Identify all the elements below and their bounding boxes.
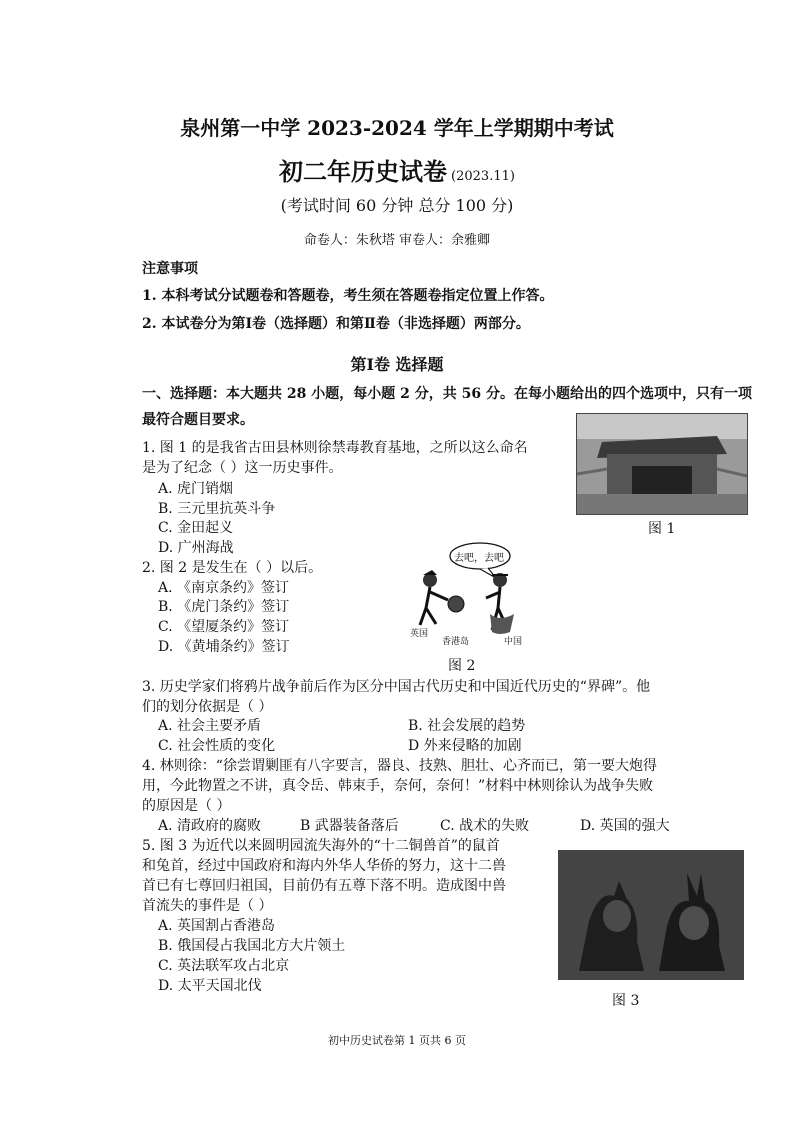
q5-stem-line-2: 和兔首，经过中国政府和海内外华人华侨的努力，这十二兽 bbox=[142, 858, 506, 874]
notes-item-2: 2. 本试卷分为第Ⅰ卷（选择题）和第Ⅱ卷（非选择题）两部分。 bbox=[142, 316, 530, 332]
bronze-heads-photo bbox=[559, 851, 743, 979]
figure-1-caption: 图 1 bbox=[648, 521, 676, 537]
q3-option-a: A. 社会主要矛盾 bbox=[158, 718, 262, 734]
q2-option-b: B. 《虎门条约》签订 bbox=[158, 599, 290, 615]
q5-option-a: A. 英国割占香港岛 bbox=[158, 918, 276, 934]
q1-option-c: C. 金田起义 bbox=[158, 520, 234, 536]
section-title: 第Ⅰ卷 选择题 bbox=[350, 355, 444, 374]
exam-info: (考试时间 60 分钟 总分 100 分) bbox=[280, 196, 514, 215]
q4-option-a: A. 清政府的腐败 bbox=[158, 818, 262, 834]
paper-title-text: 初二年历史试卷 bbox=[279, 157, 448, 186]
q4-option-b: B 武器装备落后 bbox=[300, 818, 399, 834]
q1-stem-line-1: 1. 图 1 的是我省古田县林则徐禁毒教育基地，之所以这么命名 bbox=[142, 440, 528, 456]
figure-1-image bbox=[576, 413, 748, 515]
q4-stem-line-2: 用，今此物置之不讲，真令岳、韩束手，奈何，奈何！”材料中林则徐认为战争失败 bbox=[142, 778, 654, 794]
q1-option-d: D. 广州海战 bbox=[158, 540, 234, 556]
figure-2-caption: 图 2 bbox=[448, 658, 476, 674]
cartoon-label-hong-kong: 香港岛 bbox=[442, 637, 470, 647]
q3-option-c: C. 社会性质的变化 bbox=[158, 738, 276, 754]
cartoon-speech-text: 去吧，去吧 bbox=[454, 553, 504, 564]
cartoon-label-china: 中国 bbox=[504, 637, 523, 647]
q3-stem-line-2: 们的划分依据是（ ） bbox=[142, 699, 273, 715]
exam-title: 泉州第一中学 2023-2024 学年上学期期中考试 bbox=[180, 116, 614, 140]
q5-option-d: D. 太平天国北伐 bbox=[158, 978, 262, 994]
q2-option-d: D. 《黄埔条约》签订 bbox=[158, 639, 290, 655]
q5-stem-line-4: 首流失的事件是（ ） bbox=[142, 898, 273, 914]
q4-stem-line-1: 4. 林则徐：“徐尝谓剿匪有八字要言，器良、技熟、胆壮、心齐而已，第一要大炮得 bbox=[142, 758, 657, 774]
q3-option-d: D 外来侵略的加剧 bbox=[408, 738, 522, 754]
cartoon-label-britain: 英国 bbox=[410, 629, 429, 639]
q5-stem-line-1: 5. 图 3 为近代以来圆明园流失海外的“十二铜兽首”的鼠首 bbox=[142, 838, 500, 854]
figure-2-cartoon bbox=[408, 540, 538, 650]
q3-stem-line-1: 3. 历史学家们将鸦片战争前后作为区分中国古代历史和中国近代历史的“界碑”。他 bbox=[142, 679, 651, 695]
q5-option-c: C. 英法联军攻占北京 bbox=[158, 958, 290, 974]
memorial-gate-photo bbox=[577, 414, 747, 514]
instructions-line-2: 最符合题目要求。 bbox=[142, 412, 254, 428]
page-footer: 初中历史试卷第 1 页共 6 页 bbox=[328, 1034, 466, 1047]
q1-option-b: B. 三元里抗英斗争 bbox=[158, 501, 276, 517]
q4-option-c: C. 战术的失败 bbox=[440, 818, 530, 834]
q1-option-a: A. 虎门销烟 bbox=[158, 481, 234, 497]
q3-option-b: B. 社会发展的趋势 bbox=[408, 718, 526, 734]
exam-date: (2023.11) bbox=[451, 169, 515, 184]
q2-option-a: A. 《南京条约》签订 bbox=[158, 580, 290, 596]
q4-stem-line-3: 的原因是（ ） bbox=[142, 798, 231, 814]
q2-stem: 2. 图 2 是发生在（ ）以后。 bbox=[142, 560, 323, 576]
notes-heading: 注意事项 bbox=[142, 261, 198, 277]
q2-option-c: C. 《望厦条约》签订 bbox=[158, 619, 290, 635]
notes-item-1: 1. 本科考试分试题卷和答题卷，考生须在答题卷指定位置上作答。 bbox=[142, 288, 554, 304]
q1-stem-line-2: 是为了纪念（ ）这一历史事件。 bbox=[142, 460, 343, 476]
q5-stem-line-3: 首已有七尊回归祖国，目前仍有五尊下落不明。造成图中兽 bbox=[142, 878, 506, 894]
instructions-line-1: 一、选择题：本大题共 28 小题，每小题 2 分，共 56 分。在每小题给出的四个选项中，只有一项 bbox=[142, 386, 752, 402]
q4-option-d: D. 英国的强大 bbox=[580, 818, 670, 834]
figure-3-image bbox=[558, 850, 744, 980]
figure-3-caption: 图 3 bbox=[612, 993, 640, 1009]
paper-title bbox=[0, 152, 794, 187]
q5-option-b: B. 俄国侵占我国北方大片领土 bbox=[158, 938, 346, 954]
authors: 命卷人：朱秋塔 审卷人：余雅卿 bbox=[303, 233, 491, 248]
